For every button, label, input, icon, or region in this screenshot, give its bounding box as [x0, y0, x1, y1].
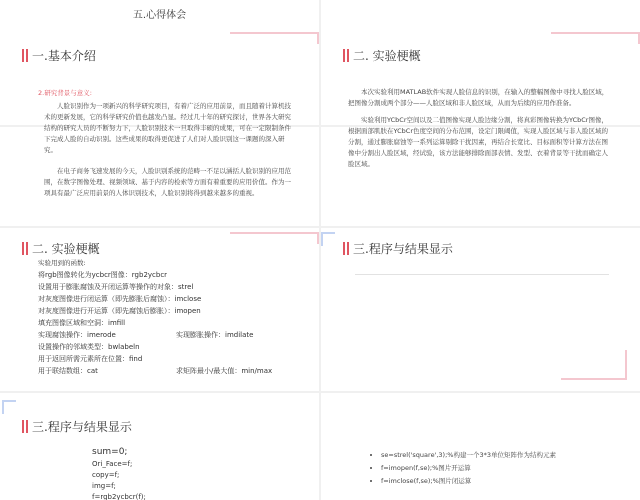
slide-heading — [343, 240, 453, 257]
bullet-item: • f=imopen(f,se);%图片开运算 — [381, 463, 571, 474]
function-line: 求矩阵最小/最大值：min/max — [176, 367, 273, 375]
slide-heading — [343, 47, 421, 64]
function-line: 设置操作的邻域类型：bwlabeln — [38, 343, 140, 351]
function-line: 填充图像区域和空洞：imfill — [38, 319, 126, 327]
slide-title: 五.心得体会 — [132, 10, 187, 21]
code-line: copy=f; — [92, 471, 120, 479]
slide-results-2[interactable] — [0, 400, 319, 500]
functions-intro: 实验用到的函数: — [38, 259, 86, 267]
bullet-list — [381, 450, 571, 489]
decor-frame — [230, 232, 319, 244]
heading-text: 二. 实验梗概 — [32, 242, 100, 256]
slide-functions-used[interactable] — [0, 232, 319, 390]
intro-text-block — [38, 88, 296, 99]
content-line — [355, 274, 609, 275]
horizontal-divider-2 — [0, 226, 640, 228]
heading-text: 二. 实验梗概 — [353, 49, 421, 63]
slide-heading — [22, 418, 132, 435]
function-line: 设置用于膨胀腐蚀及开闭运算等操作的对象：strel — [38, 283, 194, 291]
function-line: 将rgb图像转化为ycbcr图像：rgb2ycbcr — [38, 271, 168, 279]
horizontal-divider-3 — [0, 391, 640, 393]
overview-paragraphs — [348, 87, 610, 170]
function-line: 用于返回所需元素所在位置：find — [38, 355, 143, 363]
section-subtitle: 2.研究背景与意义: — [38, 89, 92, 97]
decor-frame-corner — [2, 400, 16, 414]
function-line: 实现腐蚀操作：imerode — [38, 331, 116, 339]
heading-bars — [22, 420, 28, 433]
heading-bars — [343, 242, 349, 255]
function-line: 对灰度图像进行闭运算（即先膨胀后腐蚀）：imclose — [38, 295, 202, 303]
functions-list — [38, 257, 308, 377]
heading-bars — [343, 49, 349, 62]
slide-results-1[interactable] — [321, 232, 640, 390]
intro-paragraphs — [44, 101, 296, 199]
code-line: Ori_Face=f; — [92, 460, 133, 468]
function-row — [38, 329, 308, 341]
decor-frame — [551, 32, 640, 44]
decor-frame-corner — [321, 232, 335, 246]
heading-text: 一.基本介绍 — [32, 49, 96, 63]
intro-paragraph-1: 人脸识别作为一项新兴的科学研究项目，有着广泛的应用前景，而且随着计算机技术的更新发展，它的科学研究价值也越发凸显。经过几十年的研究探讨，世界各大研究结构的研究人员的不断努力下，人脸识别技术一旦取得丰硕的成果，可在一定限制条件下完成人脸的自动识别。这些成果的取得更促进了人们对人脸识别这一课题的深入研究。 — [44, 102, 291, 154]
heading-text: 三.程序与结果显示 — [353, 242, 453, 256]
decor-frame — [230, 32, 319, 44]
function-row — [38, 365, 308, 377]
code-line: sum=0; — [92, 447, 128, 457]
heading-text: 三.程序与结果显示 — [32, 420, 132, 434]
slide-results-3[interactable] — [321, 400, 640, 500]
code-block — [92, 445, 146, 500]
code-line: img=f; — [92, 482, 116, 490]
function-line: 用于联结数组：cat — [38, 367, 98, 375]
functions-lines — [38, 269, 308, 377]
slide-heading — [22, 240, 100, 257]
bullet-item: • se=strel('square',3);%构建一个3*3单位矩阵作为结构元素 — [381, 450, 571, 461]
slide-partial-top-left[interactable] — [0, 0, 319, 22]
heading-bars — [22, 242, 28, 255]
function-line: 对灰度图像进行开运算（即先腐蚀后膨胀）：imopen — [38, 307, 201, 315]
overview-paragraph-2: 实验利用YCbCr空间以及二值图像实现人脸边缘分割，将真彩图像转换为YCbCr图像，根据面部肌肤在YCbCr色度空间的分布范围，设定门限阈值，实现人脸区域与非人脸区域的分割，通过膨胀腐蚀等一系列运算剔除干扰因素，再结合长宽比、目标面积等计算方法在图像中分割出人脸区域，经试验，该方法能够排除面部表情、发型、衣着背景等干扰而确定人脸区域。 — [348, 116, 608, 168]
decor-frame — [561, 350, 627, 380]
overview-paragraph-1: 本次实验利用MATLAB软件实现人脸信息的识别，在输入的整幅图像中寻找人脸区域，把图像分割成两个部分——人脸区域和非人脸区域，从而为后续的应用作准备。 — [348, 88, 609, 107]
function-line: 实现膨胀操作：imdilate — [176, 331, 254, 339]
code-line: f=rgb2ycbcr(f); — [92, 493, 146, 500]
intro-paragraph-2: 在电子商务飞速发展的今天，人脸识别系统的范畴一不足以涵括人脸识别的应用范围，在数字图像处理、视频领域、基于内容的检索等方面有着重要的应用价值。作为一项具有最广泛应用前景的人体识别技术，人脸识别将得到越来越多的重视。 — [44, 167, 291, 197]
bullet-item: • f=imclose(f,se);%图片闭运算 — [381, 476, 571, 487]
